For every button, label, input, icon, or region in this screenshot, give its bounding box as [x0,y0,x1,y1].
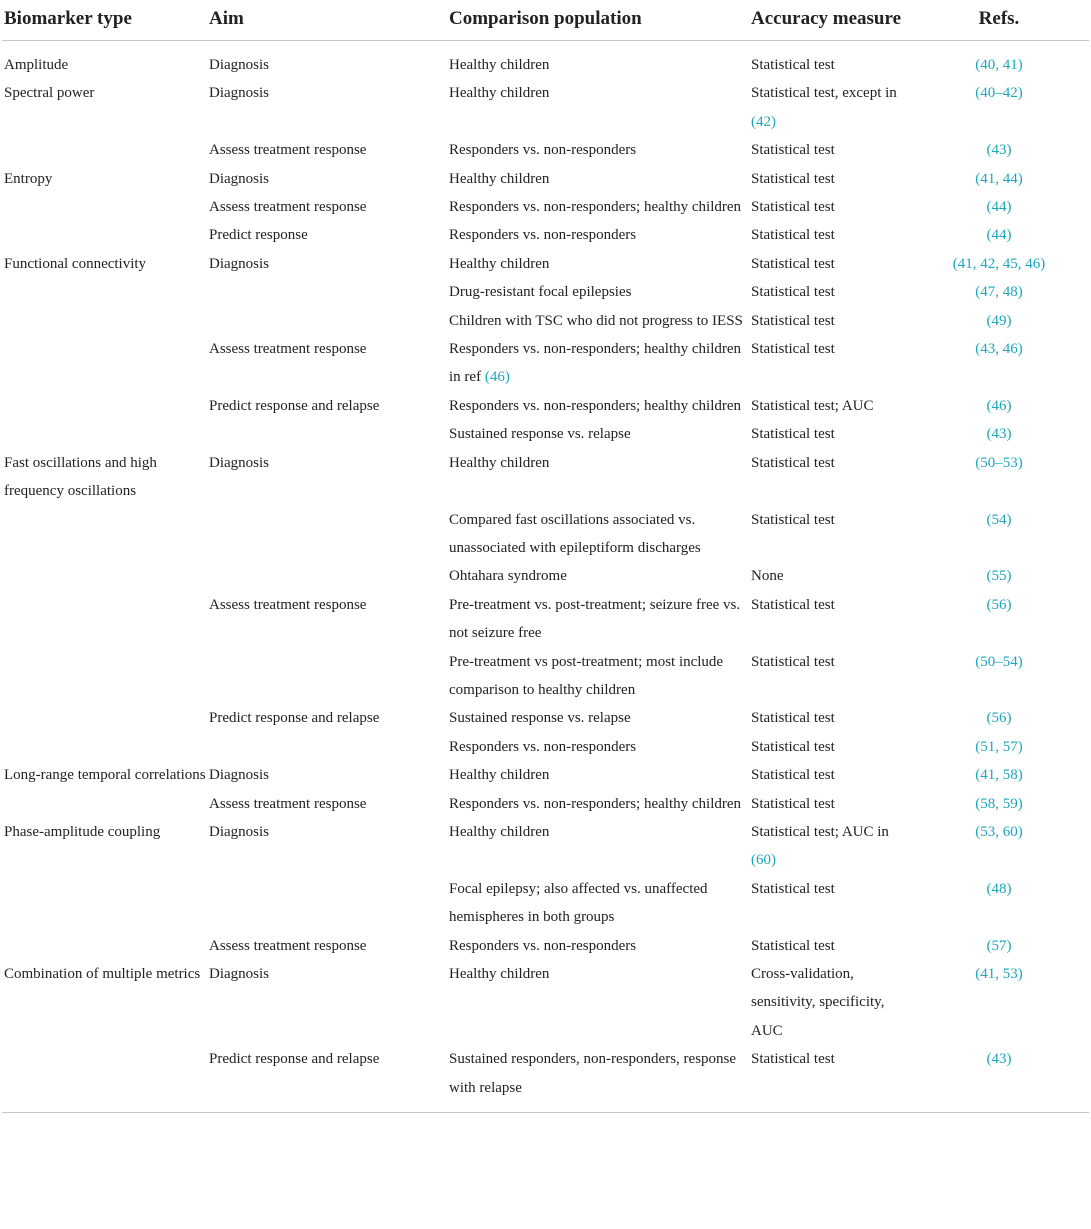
reference-link[interactable]: (44) [986,199,1012,216]
cell-biomarker-type [2,790,209,818]
cell-comparison-population [449,165,751,193]
cell-accuracy-measure [751,733,909,761]
cell-aim [209,506,449,563]
cell-refs [909,591,1089,648]
cell-comparison-population-text: Healthy children [449,85,550,102]
cell-refs [909,193,1089,221]
reference-link[interactable]: (50–53) [975,454,1023,471]
cell-accuracy-measure-text: Statistical test [751,511,835,528]
cell-biomarker-type-text: Entropy [4,170,53,187]
cell-comparison-population [449,932,751,960]
cell-biomarker-type-text: Long-range temporal correlations [4,767,206,784]
cell-biomarker-type [2,278,209,306]
inline-reference-link[interactable]: (46) [484,369,510,386]
table-row [2,506,1089,563]
cell-refs [909,932,1089,960]
cell-accuracy-measure [751,221,909,249]
cell-accuracy-measure-text: Statistical test [751,795,835,812]
cell-refs [909,165,1089,193]
cell-comparison-population-text: Responders vs. non-responders [449,227,637,244]
cell-biomarker-type [2,761,209,789]
cell-aim [209,761,449,789]
cell-comparison-population-text: Responders vs. non-responders; healthy children in ref [449,341,742,386]
cell-comparison-population [449,591,751,648]
cell-accuracy-measure-text: Statistical test [751,284,835,301]
cell-accuracy-measure-text: Statistical test; AUC [751,397,874,414]
cell-aim [209,960,449,1045]
cell-aim-text: Diagnosis [209,170,269,187]
cell-comparison-population [449,392,751,420]
cell-accuracy-measure-text: Statistical test [751,653,835,670]
cell-comparison-population [449,704,751,732]
cell-aim-text: Predict response and relapse [209,397,380,414]
table-row [2,79,1089,136]
cell-accuracy-measure-text: Statistical test [751,1051,835,1068]
cell-comparison-population-text: Compared fast oscillations associated vs. unassociated with epileptiform discharges [449,511,701,556]
cell-aim-text: Diagnosis [209,767,269,784]
cell-refs [909,51,1089,79]
table-body [2,51,1089,1102]
cell-comparison-population-text: Ohtahara syndrome [449,568,567,585]
header-biomarker-type: Biomarker type [2,0,209,41]
reference-link[interactable]: (51, 57) [975,738,1023,755]
cell-aim-text: Diagnosis [209,57,269,73]
cell-aim [209,932,449,960]
cell-aim [209,307,449,335]
cell-refs [909,960,1089,1045]
cell-comparison-population [449,1045,751,1102]
cell-comparison-population-text: Healthy children [449,170,550,187]
cell-accuracy-measure [751,648,909,705]
cell-aim-text: Predict response and relapse [209,710,380,727]
reference-link[interactable]: (41, 58) [975,767,1023,784]
cell-biomarker-type [2,51,209,79]
table-row [2,335,1089,392]
table-row [2,250,1089,278]
cell-accuracy-measure [751,704,909,732]
cell-biomarker-type [2,818,209,875]
cell-biomarker-type-text: Combination of multiple metrics [4,966,201,982]
table-row [2,136,1089,164]
table-row [2,193,1089,221]
cell-accuracy-measure [751,392,909,420]
reference-link[interactable]: (43) [986,142,1012,159]
cell-aim-text: Diagnosis [209,966,269,982]
cell-biomarker-type-text: Amplitude [4,57,69,73]
header-accuracy-measure: Accuracy measure [751,0,909,41]
cell-aim-text: Predict response and relapse [209,1051,380,1068]
cell-accuracy-measure-text: Statistical test [751,255,835,272]
cell-comparison-population [449,506,751,563]
cell-comparison-population-text: Children with TSC who did not progress to IESS [449,312,743,329]
biomarker-table [2,0,1089,1113]
cell-accuracy-measure [751,193,909,221]
cell-biomarker-type-text: Spectral power [4,85,95,102]
cell-comparison-population [449,193,751,221]
cell-biomarker-type [2,1045,209,1102]
cell-aim [209,136,449,164]
cell-comparison-population-text: Healthy children [449,966,550,982]
cell-accuracy-measure [751,932,909,960]
cell-comparison-population-text: Pre-treatment vs post-treatment; most include comparison to healthy children [449,653,724,698]
cell-comparison-population-text: Sustained response vs. relapse [449,710,631,727]
cell-accuracy-measure-text: Statistical test [751,738,835,755]
reference-link[interactable]: (47, 48) [975,284,1023,301]
cell-aim [209,221,449,249]
cell-accuracy-measure [751,960,909,1045]
cell-comparison-population [449,250,751,278]
cell-accuracy-measure-text: Statistical test [751,426,835,443]
cell-aim [209,165,449,193]
cell-refs [909,790,1089,818]
cell-comparison-population [449,648,751,705]
reference-link[interactable]: (56) [986,596,1012,613]
cell-accuracy-measure [751,420,909,448]
cell-aim [209,790,449,818]
cell-aim-text: Assess treatment response [209,795,367,812]
cell-comparison-population-text: Focal epilepsy; also affected vs. unaffected hemispheres in both groups [449,880,708,926]
cell-accuracy-measure-text: Statistical test [751,57,835,73]
cell-comparison-population-text: Pre-treatment vs. post-treatment; seizure free vs. not seizure free [449,596,741,642]
cell-biomarker-type [2,704,209,732]
cell-refs [909,704,1089,732]
reference-link[interactable]: (41, 44) [975,170,1023,187]
cell-accuracy-measure [751,790,909,818]
cell-accuracy-measure-text: Statistical test [751,710,835,727]
cell-aim-text: Assess treatment response [209,937,367,954]
reference-link[interactable]: (49) [986,312,1012,329]
cell-biomarker-type [2,136,209,164]
cell-biomarker-type [2,165,209,193]
cell-refs [909,648,1089,705]
cell-accuracy-measure-text: Cross-validation, sensitivity, specificity, AUC [751,966,885,1039]
cell-refs [909,562,1089,590]
table-row [2,221,1089,249]
cell-aim-text: Predict response [209,227,308,244]
cell-accuracy-measure-text: Statistical test [751,454,835,471]
cell-accuracy-measure-text: None [751,568,784,585]
reference-link[interactable]: (41, 53) [975,966,1023,982]
cell-refs [909,221,1089,249]
table-row [2,278,1089,306]
cell-refs [909,818,1089,875]
cell-refs [909,449,1089,506]
cell-aim [209,278,449,306]
cell-aim [209,420,449,448]
cell-biomarker-type [2,648,209,705]
cell-comparison-population [449,818,751,875]
table-row [2,449,1089,506]
cell-aim [209,449,449,506]
cell-accuracy-measure-text: Statistical test [751,142,835,159]
table-row [2,704,1089,732]
cell-biomarker-type [2,875,209,932]
cell-aim [209,591,449,648]
cell-accuracy-measure-text: Statistical test [751,880,835,897]
cell-biomarker-type [2,733,209,761]
cell-biomarker-type [2,932,209,960]
cell-refs [909,250,1089,278]
cell-accuracy-measure-text: Statistical test [751,596,835,613]
cell-aim [209,704,449,732]
reference-link[interactable]: (54) [986,511,1012,528]
cell-comparison-population [449,51,751,79]
cell-accuracy-measure [751,335,909,392]
cell-biomarker-type [2,506,209,563]
cell-comparison-population [449,136,751,164]
cell-aim-text: Assess treatment response [209,199,367,216]
cell-accuracy-measure [751,591,909,648]
cell-aim [209,1045,449,1102]
table-row [2,875,1089,932]
table-row [2,818,1089,875]
cell-accuracy-measure [751,562,909,590]
cell-comparison-population-text: Responders vs. non-responders [449,937,637,954]
reference-link[interactable]: (56) [986,710,1012,727]
cell-accuracy-measure [751,278,909,306]
cell-aim [209,51,449,79]
reference-link[interactable]: (58, 59) [975,795,1023,812]
table-row [2,1045,1089,1102]
cell-accuracy-measure [751,250,909,278]
cell-accuracy-measure-text: Statistical test [751,227,835,244]
cell-refs [909,278,1089,306]
table-row [2,932,1089,960]
cell-refs [909,1045,1089,1102]
reference-link[interactable]: (40–42) [975,85,1023,102]
cell-comparison-population-text: Responders vs. non-responders; healthy children [449,199,742,216]
cell-aim [209,818,449,875]
cell-refs [909,761,1089,789]
cell-refs [909,335,1089,392]
cell-biomarker-type [2,193,209,221]
cell-comparison-population-text: Responders vs. non-responders [449,142,637,159]
header-refs: Refs. [909,0,1089,41]
cell-accuracy-measure [751,875,909,932]
cell-biomarker-type-text: Fast oscillations and high frequency oscillations [4,454,157,500]
cell-aim [209,335,449,392]
cell-aim-text: Diagnosis [209,85,269,102]
reference-link[interactable]: (57) [986,937,1012,954]
cell-comparison-population [449,733,751,761]
cell-refs [909,392,1089,420]
cell-comparison-population [449,790,751,818]
cell-accuracy-measure [751,51,909,79]
cell-comparison-population-text: Responders vs. non-responders [449,738,637,755]
cell-comparison-population [449,420,751,448]
cell-comparison-population [449,960,751,1045]
cell-comparison-population [449,221,751,249]
cell-comparison-population [449,875,751,932]
cell-comparison-population-text: Responders vs. non-responders; healthy children [449,795,742,812]
cell-aim-text: Diagnosis [209,255,269,272]
cell-comparison-population-text: Healthy children [449,57,550,73]
cell-accuracy-measure-text: Statistical test; AUC in [751,823,889,840]
cell-accuracy-measure-text: Statistical test [751,312,835,329]
cell-accuracy-measure [751,136,909,164]
reference-link[interactable]: (55) [986,568,1012,585]
table-row [2,392,1089,420]
cell-aim-text: Diagnosis [209,454,269,471]
cell-refs [909,307,1089,335]
cell-comparison-population-text: Responders vs. non-responders; healthy children [449,397,742,414]
cell-refs [909,506,1089,563]
cell-biomarker-type [2,562,209,590]
reference-link[interactable]: (43) [986,1051,1012,1068]
table-row [2,790,1089,818]
cell-accuracy-measure-text: Statistical test [751,199,835,216]
table-row [2,960,1089,1045]
cell-aim-text: Assess treatment response [209,142,367,159]
cell-comparison-population-text: Healthy children [449,255,550,272]
cell-comparison-population-text: Healthy children [449,767,550,784]
cell-accuracy-measure [751,761,909,789]
cell-biomarker-type [2,307,209,335]
reference-link[interactable]: (53, 60) [975,823,1023,840]
cell-refs [909,79,1089,136]
cell-comparison-population [449,761,751,789]
cell-accuracy-measure [751,506,909,563]
reference-link[interactable]: (44) [986,227,1012,244]
table-row [2,420,1089,448]
cell-aim [209,733,449,761]
cell-refs [909,875,1089,932]
cell-aim-text: Assess treatment response [209,341,367,358]
cell-comparison-population-text: Sustained response vs. relapse [449,426,631,443]
cell-comparison-population [449,278,751,306]
cell-accuracy-measure [751,307,909,335]
cell-biomarker-type-text: Phase-amplitude coupling [4,823,161,840]
reference-link[interactable]: (48) [986,880,1012,897]
header-aim: Aim [209,0,449,41]
cell-refs [909,733,1089,761]
cell-aim [209,648,449,705]
cell-accuracy-measure [751,165,909,193]
cell-comparison-population [449,335,751,392]
reference-link[interactable]: (43, 46) [975,341,1023,358]
cell-accuracy-measure [751,1045,909,1102]
cell-aim [209,250,449,278]
reference-link[interactable]: (43) [986,426,1012,443]
cell-comparison-population [449,79,751,136]
cell-accuracy-measure-text: Statistical test [751,170,835,187]
cell-comparison-population-text: Drug-resistant focal epilepsies [449,284,632,301]
cell-accuracy-measure [751,449,909,506]
cell-biomarker-type [2,591,209,648]
cell-biomarker-type-text: Functional connectivity [4,255,147,272]
header-row [2,0,1089,41]
cell-accuracy-measure-text: Statistical test, except in [751,85,897,102]
table-row [2,733,1089,761]
cell-comparison-population [449,307,751,335]
cell-biomarker-type [2,335,209,392]
reference-link[interactable]: (40, 41) [975,57,1023,73]
table-row [2,761,1089,789]
cell-aim [209,392,449,420]
cell-biomarker-type [2,449,209,506]
cell-biomarker-type [2,392,209,420]
cell-refs [909,136,1089,164]
cell-accuracy-measure [751,818,909,875]
header-comparison-population: Comparison population [449,0,751,41]
cell-comparison-population-text: Healthy children [449,454,550,471]
table-row [2,165,1089,193]
cell-aim-text: Diagnosis [209,823,269,840]
reference-link[interactable]: (41, 42, 45, 46) [952,255,1046,272]
cell-aim [209,79,449,136]
cell-comparison-population [449,449,751,506]
table-row [2,562,1089,590]
inline-reference-link[interactable]: (42) [751,113,776,130]
cell-biomarker-type [2,960,209,1045]
inline-reference-link[interactable]: (60) [751,852,776,869]
cell-refs [909,420,1089,448]
table-row [2,51,1089,79]
cell-aim [209,193,449,221]
cell-biomarker-type [2,420,209,448]
table-row [2,307,1089,335]
cell-comparison-population-text: Healthy children [449,823,550,840]
cell-biomarker-type [2,221,209,249]
table-row [2,591,1089,648]
cell-accuracy-measure-text: Statistical test [751,341,835,358]
reference-link[interactable]: (50–54) [975,653,1023,670]
cell-biomarker-type [2,79,209,136]
reference-link[interactable]: (46) [986,397,1012,414]
cell-comparison-population-text: Sustained responders, non-responders, response with relapse [449,1051,737,1096]
table-row [2,648,1089,705]
cell-comparison-population [449,562,751,590]
cell-accuracy-measure-text: Statistical test [751,937,835,954]
cell-aim [209,875,449,932]
cell-aim-text: Assess treatment response [209,596,367,613]
cell-accuracy-measure [751,79,909,136]
cell-accuracy-measure-text: Statistical test [751,767,835,784]
cell-biomarker-type [2,250,209,278]
cell-aim [209,562,449,590]
